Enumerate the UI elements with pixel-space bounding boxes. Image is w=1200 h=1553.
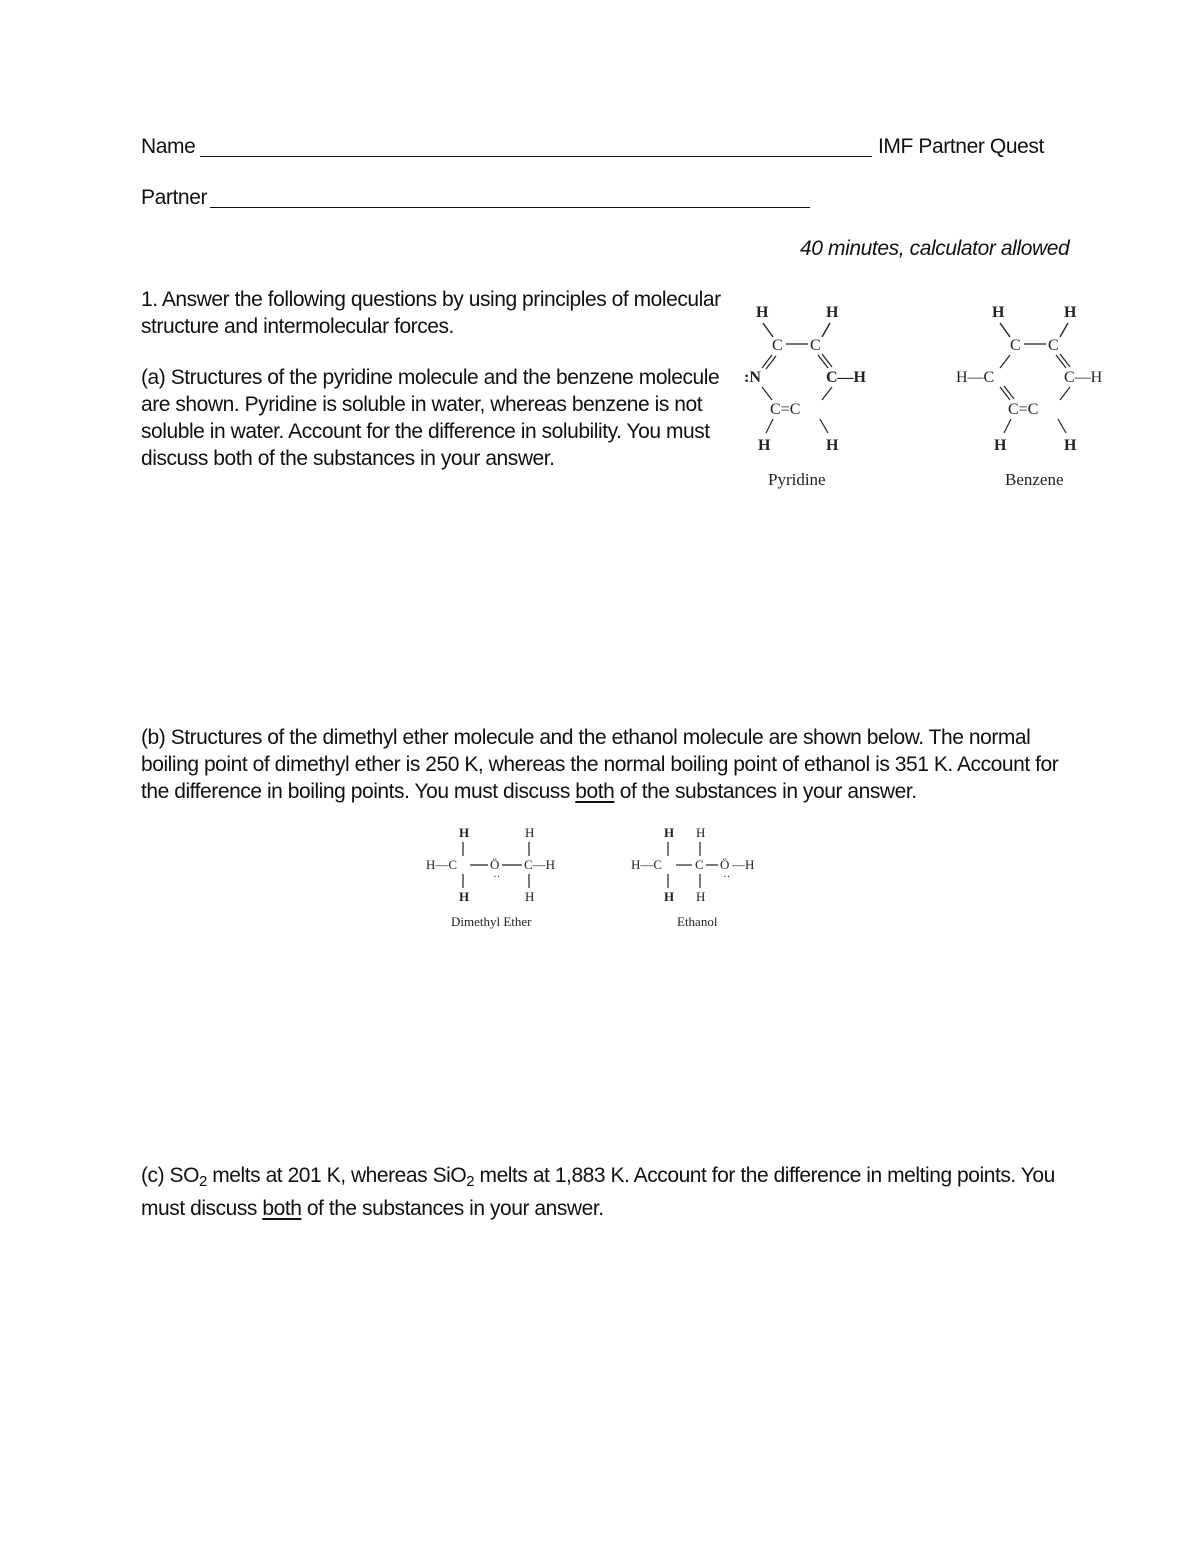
dimethyl-ether-structure (426, 825, 555, 929)
atom-c: C (772, 337, 783, 354)
atom-c: C (810, 337, 821, 354)
atom-c-h: C—H (1064, 369, 1103, 386)
part-a-line: discuss both of the substances in your answer. (141, 447, 555, 470)
bond-line (1000, 387, 1010, 400)
benzene-label: Benzene (1005, 470, 1064, 489)
atom-h: H (696, 889, 706, 904)
text-span: melts at 1,883 K. Account for the difference in melting points. You (474, 1164, 1055, 1187)
bond-line (1060, 354, 1070, 367)
part-b-line: boiling point of dimethyl ether is 250 K, whereas the normal boiling point of ethanol is 351 K. Account for (141, 753, 1059, 776)
part-b-line: (b) Structures of the dimethyl ether molecule and the ethanol molecule are shown below. The normal (141, 726, 1031, 749)
bond-line (1056, 355, 1066, 368)
lone-pair: ·· (493, 871, 501, 883)
partner-label: Partner (141, 186, 208, 209)
emphasis-both: both (262, 1197, 302, 1220)
subscript: 2 (466, 1173, 475, 1190)
bond-line (766, 356, 776, 369)
pyridine-benzene-figure (730, 295, 1130, 500)
atom-c-double-c: C=C (770, 401, 801, 418)
bond-line (1004, 419, 1011, 433)
text-span: (c) SO (141, 1164, 199, 1187)
name-label: Name (141, 135, 196, 158)
atom-c: C (695, 857, 704, 872)
atom-h: H (756, 304, 769, 321)
atom-n: :N (744, 369, 761, 386)
part-a-line: soluble in water. Account for the difference in solubility. You must (141, 420, 710, 443)
part-b-prompt (141, 724, 1058, 805)
bond-line (822, 387, 832, 400)
part-c-line (141, 1162, 1055, 1195)
time-note: 40 minutes, calculator allowed (800, 237, 1070, 260)
atom-o: Ö (490, 857, 500, 872)
bond-line (1000, 355, 1010, 368)
bond-line (763, 323, 773, 337)
question-1-intro (141, 286, 721, 340)
atom-h: H (459, 889, 470, 904)
atom-h: H (696, 825, 706, 840)
bond-line (766, 419, 773, 433)
part-c-prompt (141, 1162, 1055, 1222)
atom-h-c: H—C (426, 857, 458, 872)
atom-c-double-c: C=C (1008, 401, 1039, 418)
atom-h: H (664, 889, 675, 904)
atom-c: C (1048, 337, 1059, 354)
bond-line (1004, 386, 1014, 399)
benzene-structure (956, 304, 1103, 489)
worksheet-title: IMF Partner Quest (878, 135, 1044, 158)
text-span: must discuss (141, 1197, 263, 1220)
atom-o-h: —H (732, 857, 755, 872)
name-answer-line[interactable] (200, 156, 872, 157)
atom-c: C (1010, 337, 1021, 354)
text-span: melts at 201 K, whereas SiO (206, 1164, 467, 1187)
part-c-line (141, 1195, 1055, 1222)
atom-c-h: C—H (524, 857, 556, 872)
pyridine-label: Pyridine (768, 470, 826, 489)
atom-h: H (525, 825, 535, 840)
bond-line (762, 387, 772, 400)
atom-c-h: C—H (826, 369, 866, 386)
part-a-prompt (141, 364, 719, 472)
atom-h: H (525, 889, 535, 904)
bond-line (820, 419, 828, 433)
bond-line (822, 354, 832, 367)
part-b-line (141, 778, 1058, 805)
emphasis-both: both (575, 780, 615, 803)
bond-line (1000, 323, 1010, 337)
intro-line: 1. Answer the following questions by using principles of molecular (141, 288, 721, 311)
atom-h: H (459, 825, 470, 840)
ethanol-structure (631, 825, 754, 929)
atom-h: H (758, 437, 771, 454)
atom-h-c: H—C (956, 369, 995, 386)
atom-h: H (992, 304, 1005, 321)
atom-h: H (1064, 304, 1077, 321)
pyridine-structure (744, 304, 867, 489)
atom-o: Ö (720, 857, 730, 872)
ethanol-label: Ethanol (677, 914, 718, 929)
bond-line (1058, 419, 1066, 433)
part-a-line: (a) Structures of the pyridine molecule and the benzene molecule (141, 366, 720, 389)
dimethyl-ether-label: Dimethyl Ether (451, 914, 532, 929)
ether-ethanol-figure (420, 820, 790, 935)
atom-h: H (826, 304, 839, 321)
atom-h: H (664, 825, 675, 840)
atom-h-c: H—C (631, 857, 663, 872)
bond-line (1060, 387, 1070, 400)
bond-line (1060, 323, 1068, 337)
atom-h: H (1064, 437, 1077, 454)
text-span: the difference in boiling points. You must discuss (141, 780, 576, 803)
atom-h: H (994, 437, 1007, 454)
part-a-line: are shown. Pyridine is soluble in water, whereas benzene is not (141, 393, 703, 416)
intro-line: structure and intermolecular forces. (141, 315, 454, 338)
lone-pair: ·· (723, 871, 731, 883)
text-span: of the substances in your answer. (301, 1197, 604, 1220)
text-span: of the substances in your answer. (614, 780, 917, 803)
partner-answer-line[interactable] (210, 207, 810, 208)
bond-line (822, 323, 830, 337)
bond-line (818, 355, 828, 368)
atom-h: H (826, 437, 839, 454)
subscript: 2 (198, 1173, 207, 1190)
bond-line (762, 355, 772, 368)
